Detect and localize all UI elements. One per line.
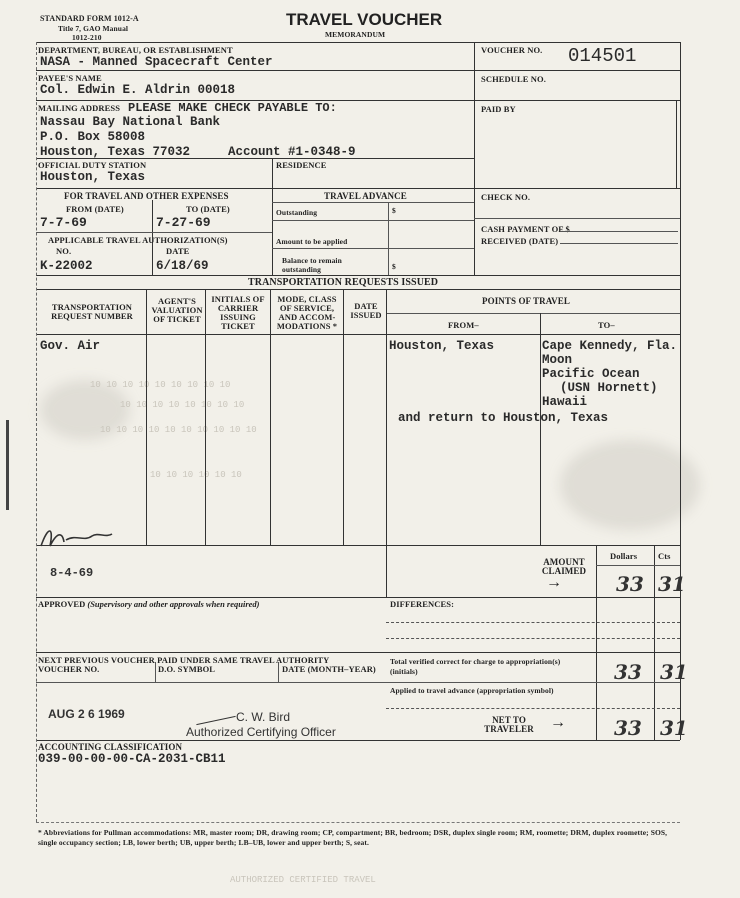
travel-from-value: Houston, Texas — [389, 339, 495, 353]
previous-voucher-label: NEXT PREVIOUS VOUCHER PAID UNDER SAME TRAVEL AUTHORITY — [38, 655, 330, 665]
cents-label: Cts — [658, 551, 671, 561]
net-dollars: 33 — [614, 716, 642, 740]
voucher-no-value: 014501 — [568, 45, 637, 67]
travel-to-line: Hawaii — [542, 395, 588, 409]
applied-advance-label: Applied to travel advance (appropriation symbol) — [390, 686, 554, 695]
signature-scribble — [36, 516, 126, 556]
form-title: TRAVEL VOUCHER — [286, 10, 443, 29]
to-date-value: 7-27-69 — [156, 215, 211, 230]
travel-to-line: Cape Kennedy, Fla. — [542, 339, 678, 353]
payee-value: Col. Edwin E. Aldrin 00018 — [40, 83, 236, 97]
to-date-label: TO (DATE) — [186, 204, 230, 214]
footnote: * Abbreviations for Pullman accommodations: MR, master room; DR, drawing room; CP, compartment; BR, bedroom; DSR, duplex single room; RM, roomette; DRM, duplex roomette; SOS, single occupancy section; LB, lower berth; UB, upper berth; LB–UB, lower and upper berth; S, seat. — [38, 828, 668, 847]
points-to-label: TO– — [598, 320, 615, 330]
travel-advance-label: TRAVEL ADVANCE — [324, 191, 407, 201]
date-month-year-label: DATE (MONTH–YEAR) — [282, 664, 376, 674]
bank-city: Houston, Texas 77032 — [40, 145, 191, 159]
duty-station-label: OFFICIAL DUTY STATION — [38, 160, 147, 170]
col-mode-class: MODE, CLASS OF SERVICE, AND ACCOM-MODATIONS * — [276, 294, 338, 331]
cash-payment-label: CASH PAYMENT OF $ — [481, 224, 570, 234]
residence-label: RESIDENCE — [276, 160, 327, 170]
schedule-no-label: SCHEDULE NO. — [481, 74, 546, 84]
transport-request-value: Gov. Air — [40, 339, 101, 353]
points-from-label: FROM– — [448, 320, 479, 330]
dollars-label: Dollars — [610, 551, 638, 561]
net-to-traveler-label: NET TO TRAVELER — [484, 715, 534, 734]
check-no-label: CHECK NO. — [481, 192, 531, 202]
bank-name: Nassau Bay National Bank — [40, 115, 221, 129]
travel-to-line: Moon — [542, 353, 573, 367]
certifying-officer-name: C. W. Bird — [236, 710, 291, 724]
from-date-label: FROM (DATE) — [66, 204, 124, 214]
col-carrier-initials: INITIALS OF CARRIER ISSUING TICKET — [211, 294, 265, 331]
mailing-address-label: MAILING ADDRESS — [38, 103, 121, 113]
authorization-label: APPLICABLE TRAVEL AUTHORIZATION(S) — [48, 235, 228, 245]
accounting-code: 039-00-00-00-CA-2031-CB11 — [38, 752, 226, 766]
authorization-date-label: DATE — [166, 246, 190, 256]
differences-label: DIFFERENCES: — [390, 599, 455, 609]
amount-claimed-arrow: → — [546, 574, 562, 591]
gao-manual-label: Title 7, GAO Manual — [58, 24, 129, 33]
amount-claimed-label: AMOUNT CLAIMED — [541, 557, 587, 576]
travel-return-line: and return to Houston, Texas — [398, 411, 609, 425]
paid-by-label: PAID BY — [481, 104, 516, 114]
travel-to-line: (USN Hornett) — [560, 381, 658, 395]
transport-section-title: TRANSPORTATION REQUESTS ISSUED — [248, 277, 439, 288]
authorization-no-label: NO. — [56, 246, 72, 256]
certifying-officer-title: Authorized Certifying Officer — [186, 725, 336, 739]
from-date-value: 7-7-69 — [40, 215, 87, 230]
col-agent-valuation: AGENT'S VALUATION OF TICKET — [151, 296, 203, 324]
outstanding-dollar: $ — [392, 206, 396, 215]
outstanding-label: Outstanding — [276, 208, 318, 217]
claimed-dollars: 33 — [616, 572, 644, 596]
travel-to-line: Pacific Ocean — [542, 367, 640, 381]
verified-cents: 31 — [660, 660, 688, 684]
bank-box: P.O. Box 58008 — [40, 130, 146, 144]
balance-label: Balance to remain outstanding — [282, 256, 342, 274]
department-value: NASA - Manned Spacecraft Center — [40, 55, 273, 69]
standard-form-label: STANDARD FORM 1012-A — [40, 14, 139, 23]
prev-voucher-no-label: VOUCHER NO. — [38, 664, 100, 674]
verified-label: Total verified correct for charge to appropriation(s) (initials) — [390, 657, 561, 676]
signature-date: 8-4-69 — [50, 566, 94, 580]
account-number: Account #1-0348-9 — [228, 145, 356, 159]
travel-period-label: FOR TRAVEL AND OTHER EXPENSES — [64, 191, 229, 201]
balance-dollar: $ — [392, 262, 396, 271]
claimed-cents: 31 — [658, 572, 686, 596]
authorization-date-value: 6/18/69 — [156, 259, 209, 273]
mailing-note: PLEASE MAKE CHECK PAYABLE TO: — [128, 101, 337, 115]
applied-label: Amount to be applied — [276, 237, 348, 246]
verified-dollars: 33 — [614, 660, 642, 684]
voucher-no-label: VOUCHER NO. — [481, 45, 543, 55]
net-cents: 31 — [660, 716, 688, 740]
form-code: 1012-210 — [72, 33, 102, 42]
net-arrow: → — [550, 714, 566, 731]
approval-stamp-date: AUG 2 6 1969 — [48, 707, 125, 721]
received-date-label: RECEIVED (DATE) — [481, 236, 559, 246]
col-date-issued: DATE ISSUED — [350, 301, 382, 320]
authorization-no-value: K-22002 — [40, 259, 93, 273]
points-of-travel-label: POINTS OF TRAVEL — [482, 296, 570, 306]
do-symbol-label: D.O. SYMBOL — [158, 664, 216, 674]
col-request-number: TRANSPORTATION REQUEST NUMBER — [51, 302, 133, 321]
voucher-page: 10 10 10 10 10 10 10 10 10 10 10 10 10 10 10 10 10 10 10 10 10 10 10 10 10 10 10 10 10 10 10 10 10 AUTHORIZED CERTIFIED TRAVEL STANDARD FORM 1012-A Title 7, GAO Manual 1012-210 TRAVEL VOUCHER MEMORANDUM DEPARTMENT, BUREAU, OR ESTABLISHMENT NASA - Manned Spacecraft Center VOUCHER NO. 014501 PAYEE'S NAME Col. Edwin E. Aldrin 00018 SCHEDULE NO. MAILING ADDRESS PLEASE MAKE CHECK PAYABLE TO: Nassau Bay National Bank P.O. Box 58008 Houston, Texas 77032 Account #1-0348-9 PAID BY OFFICIAL DUTY STATION Houston, Texas RESIDENCE FOR TRAVEL AND OTHER EXPENSES FROM (DATE) TO (DATE) 7-7-69 7-27-69 APPLICABLE TRAVEL AUTHORIZATION(S) NO. DATE K-22002 6/18/69 TRAVEL ADVANCE Outstanding $ Amount to be applied Balance to remain outstanding $ CHECK NO. CASH PAYMENT OF $ RECEIVED (DATE) TRANSPORTATION REQUESTS ISSUED TRANSPORTATION REQUEST NUMBER AGENT'S VALUATION OF TICKET INITIALS OF CARRIER ISSUING TICKET MODE, CLASS OF SERVICE, AND ACCOM-MODATIONS * DATE ISSUED POINTS OF TRAVEL FROM– TO– Gov. Air Houston, Texas Cape Kennedy, Fla. Moon Pacific Ocean (USN Hornett) Hawaii and return to Houston, Texas Dollars Cts AMOUNT CLAIMED → 33 31 8-4-69 APPROVED (Supervisory and other approvals when required) DIFFERENCES: NEXT PREVIOUS VOUCHER PAID UNDER SAME TRAVEL AUTHORITY VOUCHER NO. D.O. SYMBOL DATE (MONTH–YEAR) Total verified correct for charge to appropriation(s) (initials) 33 31 Applied to travel advance (appropriation symbol) AUG 2 6 1969 C. W. Bird Authorized Certifying Officer NET TO TRAVELER → 33 31 ACCOUNTING CLASSIFICATION 039-00-00-00-CA-2031-CB11 * Abbreviations for Pullman accommodations: MR, master room; DR, drawing room; CP, compartment; BR, bedroom; DSR, duplex single room; RM, roomette; DRM, duplex roomette; SOS, single occupancy section; LB, lower berth; UB, upper berth; LB–UB, lower and upper berth; S, seat. — [0, 0, 740, 898]
accounting-label: ACCOUNTING CLASSIFICATION — [38, 742, 183, 752]
payee-label: PAYEE'S NAME — [38, 73, 102, 83]
form-subtitle: MEMORANDUM — [325, 30, 386, 39]
department-label: DEPARTMENT, BUREAU, OR ESTABLISHMENT — [38, 45, 233, 55]
approved-label: APPROVED (Supervisory and other approvals when required) — [38, 599, 260, 609]
duty-station-value: Houston, Texas — [40, 170, 146, 184]
